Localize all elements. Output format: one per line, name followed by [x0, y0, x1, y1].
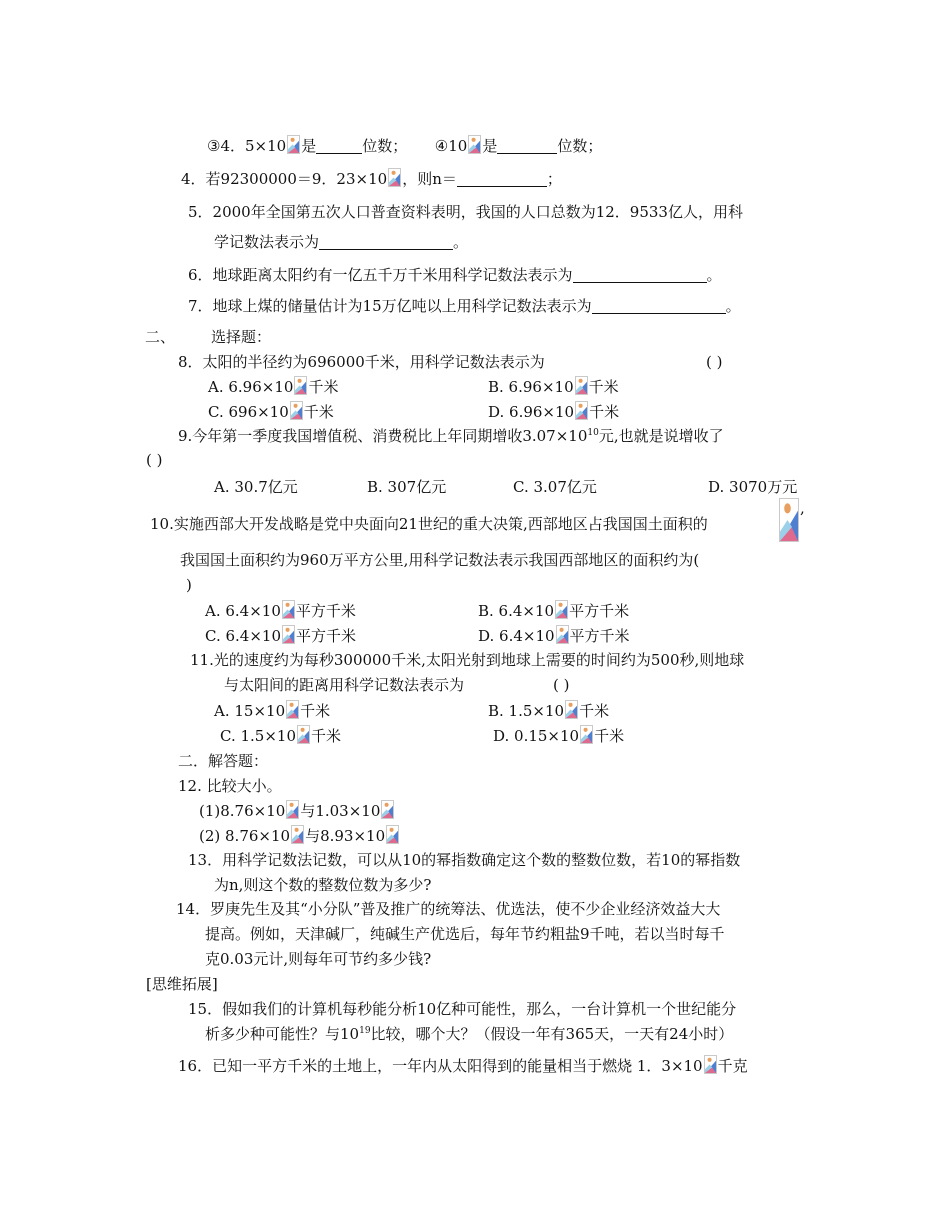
exponent-image-icon [294, 376, 307, 395]
q13-line2: 为n,则这个数的整数位数为多少? [214, 876, 432, 894]
answer-blank[interactable] [573, 267, 707, 283]
exponent-image-icon [291, 825, 304, 844]
exponent-image-icon [468, 135, 481, 154]
q15-line1: 15．假如我们的计算机每秒能分析10亿种可能性，那么，一台计算机一个世纪能分 [188, 1000, 737, 1018]
q10-option-d[interactable]: D. 6.4×10 平方千米 [478, 627, 630, 645]
q8-option-d[interactable]: D. 6.96×10 千米 [488, 403, 620, 421]
section-heading-answer: 二．解答题： [178, 752, 269, 770]
q11-option-a[interactable]: A. 15×10 千米 [214, 702, 331, 720]
q9-option-b[interactable]: B. 307亿元 [367, 478, 447, 496]
answer-blank[interactable] [316, 138, 362, 154]
q8-option-c[interactable]: C. 696×10 千米 [208, 403, 334, 421]
exponent-image-icon [556, 625, 569, 644]
q5-line1: 5．2000年全国第五次人口普查资料表明，我国的人口总数为12．9533亿人，用科 [188, 203, 743, 221]
q11-line2: 与太阳间的距离用科学记数法表示为 [224, 676, 465, 694]
q11-option-c[interactable]: C. 1.5×10 千米 [220, 727, 342, 745]
exponent-image-icon [555, 600, 568, 619]
answer-blank[interactable] [497, 138, 557, 154]
q3-line: ③4．5×10 是 位数； ④10 是 位数； [207, 137, 603, 155]
answer-blank[interactable] [457, 171, 547, 187]
q4-line: 4．若92300000＝9．23×10 ，则n＝ ； [181, 170, 562, 188]
exponent-image-icon [286, 800, 299, 819]
exponent-image-icon [286, 700, 299, 719]
q8-option-a[interactable]: A. 6.96×10 千米 [208, 378, 339, 396]
q8-option-b[interactable]: B. 6.96×10 千米 [488, 378, 619, 396]
exponent-image-icon [575, 401, 588, 420]
answer-paren[interactable]: ( ) [146, 451, 163, 469]
exponent-image-icon [388, 168, 401, 187]
q14-line1: 14．罗庚先生及其“小分队”普及推广的统筹法、优选法，使不少企业经济效益大大 [176, 900, 721, 918]
exponent-image-icon [381, 800, 394, 819]
q11-option-d[interactable]: D. 0.15×10 千米 [493, 727, 625, 745]
answer-blank[interactable] [319, 234, 453, 250]
exponent-image-icon [575, 376, 588, 395]
q13-line1: 13．用科学记数法记数，可以从10的幂指数确定这个数的整数位数，若10的幂指数 [188, 851, 741, 869]
q15-line2: 析多少种可能性？与$10^{19}$比较，哪个大？（假设一年有365天，一天有24小时） [205, 1025, 734, 1043]
q6-line: 6．地球距离太阳约有一亿五千万千米用科学记数法表示为 。 [188, 266, 722, 284]
q12-part1: (1)8.76×10 与1.03×10 [199, 800, 395, 820]
exponent-image-icon [565, 700, 578, 719]
q14-line2: 提高。例如，天津碱厂，纯碱生产优选后，每年节约粗盐9千吨，若以当时每千 [205, 925, 725, 943]
exponent-image-icon [297, 725, 310, 744]
answer-paren[interactable]: ( ) [553, 676, 570, 694]
q10-option-a[interactable]: A. 6.4×10 平方千米 [205, 602, 356, 620]
q11-option-b[interactable]: B. 1.5×10 千米 [488, 702, 610, 720]
exponent-image-icon [282, 625, 295, 644]
q8-stem: 8．太阳的半径约为696000千米，用科学记数法表示为 [178, 353, 545, 371]
q10-line2: 我国国土面积约为960万平方公里,用科学记数法表示我国西部地区的面积约为( [180, 551, 700, 569]
q16-line: 16．已知一平方千米的土地上，一年内从太阳得到的能量相当于燃烧 1．3×10 千克 [178, 1057, 748, 1075]
q10-line1: 10.实施西部大开发战略是党中央面向21世纪的重大决策,西部地区占我国国土面积的 [150, 515, 708, 533]
exponent-image-icon [704, 1055, 717, 1074]
exponent-image-icon [386, 825, 399, 844]
exponent-image-icon [287, 135, 300, 154]
q10-option-c[interactable]: C. 6.4×10 平方千米 [205, 627, 357, 645]
q9-option-d[interactable]: D. 3070万元 [708, 478, 798, 496]
q10-option-b[interactable]: B. 6.4×10 平方千米 [478, 602, 630, 620]
answer-blank[interactable] [592, 298, 726, 314]
q12-part2: (2) 8.76×10 与8.93×10 [199, 825, 400, 845]
q11-line1: 11.光的速度约为每秒300000千米,太阳光射到地球上需要的时间约为500秒,则地球 [190, 651, 745, 669]
q12-stem: 12. 比较大小。 [178, 777, 282, 795]
q5-line2: 学记数法表示为 。 [214, 233, 469, 251]
fraction-image-icon [779, 498, 799, 542]
section-heading-extension: [思维拓展] [146, 975, 218, 993]
answer-paren[interactable]: ) [186, 576, 192, 594]
q9-stem: 9.今年第一季度我国增值税、消费税比上年同期增收$3.07\times 10^{10}$元,也就是说增收了 [178, 427, 724, 445]
answer-paren[interactable]: ( ) [706, 353, 723, 371]
section-heading-choice: 二、 选择题： [145, 328, 272, 346]
q7-line: 7．地球上煤的储量估计为15万亿吨以上用科学记数法表示为 。 [188, 297, 741, 315]
q9-option-a[interactable]: A. 30.7亿元 [214, 478, 298, 496]
exponent-image-icon [290, 401, 303, 420]
exponent-image-icon [580, 725, 593, 744]
exponent-image-icon [282, 600, 295, 619]
q9-option-c[interactable]: C. 3.07亿元 [513, 478, 597, 496]
q14-line3: 克0.03元计,则每年可节约多少钱? [205, 950, 432, 968]
q10-fraction: , [778, 498, 805, 548]
